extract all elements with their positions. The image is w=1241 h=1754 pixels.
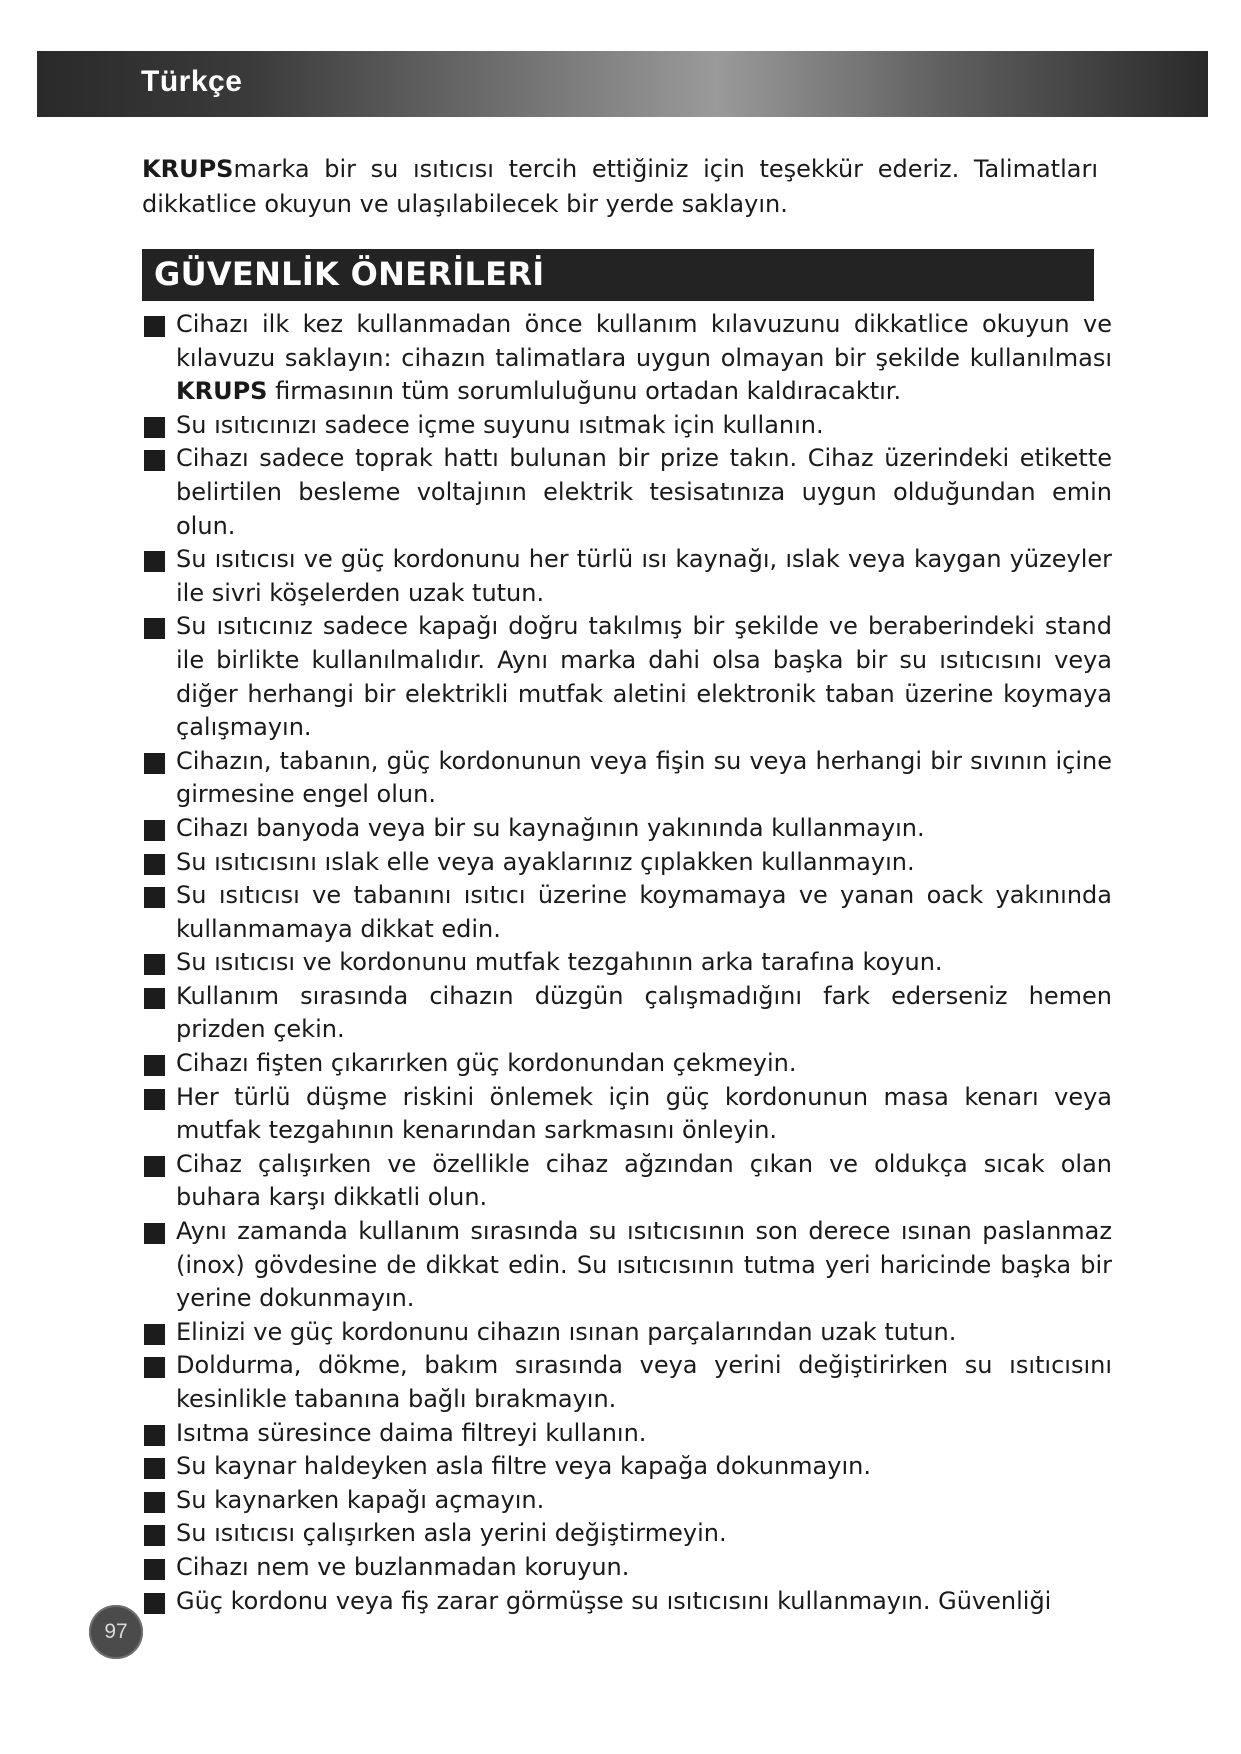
safety-item <box>142 846 1112 880</box>
square-bullet-icon <box>144 1156 165 1177</box>
square-bullet-icon <box>144 551 165 572</box>
square-bullet-icon <box>144 316 165 337</box>
safety-item <box>142 543 1112 610</box>
intro-text: marka bir su ısıtıcısı tercih ettiğiniz için teşekkür ederiz. Talimatları dikkatlice okuyun ve ulaşılabilecek bir yerde saklayın. <box>142 155 1098 218</box>
safety-item <box>142 1450 1112 1484</box>
safety-item <box>142 610 1112 744</box>
safety-item-text: Su ısıtıcınız sadece kapağı doğru takılmış bir şekilde ve beraberindeki stand ile birlikte kullanılmalıdır. Aynı marka dahi olsa başka bir su ısıtıcısını veya diğer herhangi bir elektrikli mutfak aletini elektronik taban üzerine koymaya çalışmayın. <box>176 612 1112 742</box>
square-bullet-icon <box>144 820 165 841</box>
safety-item <box>142 1551 1112 1585</box>
intro-paragraph <box>142 152 1098 222</box>
language-title: Türkçe <box>141 65 243 98</box>
safety-item-text-end: firmasının tüm sorumluluğunu ortadan kaldıracaktır. <box>267 377 902 406</box>
safety-item-text: Su ısıtıcınızı sadece içme suyunu ısıtmak için kullanın. <box>176 410 824 439</box>
section-header <box>142 249 1094 301</box>
safety-item-text: Su ısıtıcısı ve kordonunu mutfak tezgahının arka tarafına koyun. <box>176 948 943 977</box>
square-bullet-icon <box>144 450 165 471</box>
safety-item <box>142 308 1112 409</box>
safety-item-text: Cihazı sadece toprak hattı bulunan bir prize takın. Cihaz üzerindeki etikette belirtilen besleme voltajının elektrik tesisatınıza uygun olduğundan emin olun. <box>176 444 1112 540</box>
safety-item <box>142 1215 1112 1316</box>
safety-item-text: Cihazı banyoda veya bir su kaynağının yakınında kullanmayın. <box>176 813 925 842</box>
safety-item <box>142 879 1112 946</box>
safety-item-text: Elinizi ve güç kordonunu cihazın ısınan parçalarından uzak tutun. <box>176 1317 957 1346</box>
square-bullet-icon <box>144 1425 165 1446</box>
safety-item-text: Güç kordonu veya fiş zarar görmüşse su ısıtıcısını kullanmayın. Güvenliği <box>176 1586 1052 1615</box>
safety-item-text: Su ısıtıcısını ıslak elle veya ayaklarınız çıplakken kullanmayın. <box>176 847 915 876</box>
square-bullet-icon <box>144 1559 165 1580</box>
square-bullet-icon <box>144 753 165 774</box>
safety-item-text: Cihazı ilk kez kullanmadan önce kullanım kılavuzunu dikkatlice okuyun ve kılavuzu saklayın: cihazın talimatlara uygun olmayan bir şekilde kullanılması <box>176 310 1112 372</box>
page-number-badge: 97 <box>89 1605 143 1659</box>
square-bullet-icon <box>144 988 165 1009</box>
safety-item <box>142 1585 1112 1619</box>
safety-item-text: Cihazın, tabanın, güç kordonunun veya fişin su veya herhangi bir sıvının içine girmesine engel olun. <box>176 746 1112 809</box>
safety-item <box>142 1081 1112 1148</box>
square-bullet-icon <box>144 1055 165 1076</box>
square-bullet-icon <box>144 887 165 908</box>
safety-item <box>142 1517 1112 1551</box>
square-bullet-icon <box>144 618 165 639</box>
safety-item <box>142 946 1112 980</box>
safety-item <box>142 980 1112 1047</box>
safety-item-text: Doldurma, dökme, bakım sırasında veya yerini değiştirirken su ısıtıcısını kesinlikle tabanına bağlı bırakmayın. <box>176 1351 1112 1413</box>
safety-item <box>142 1047 1112 1081</box>
square-bullet-icon <box>144 1593 165 1614</box>
safety-item <box>142 409 1112 443</box>
square-bullet-icon <box>144 1223 165 1244</box>
square-bullet-icon <box>144 1357 165 1378</box>
safety-item-text: Su ısıtıcısı ve güç kordonunu her türlü ısı kaynağı, ıslak veya kaygan yüzeyler ile sivri köşelerden uzak tutun. <box>176 545 1112 607</box>
safety-item-text: Cihaz çalışırken ve özellikle cihaz ağzından çıkan ve oldukça sıcak olan buhara karşı dikkatli olun. <box>176 1149 1112 1212</box>
square-bullet-icon <box>144 1324 165 1345</box>
square-bullet-icon <box>144 1492 165 1513</box>
safety-item <box>142 745 1112 812</box>
safety-item <box>142 1316 1112 1350</box>
safety-item-text: Su kaynarken kapağı açmayın. <box>176 1485 545 1514</box>
safety-item-text: Her türlü düşme riskini önlemek için güç kordonunun masa kenarı veya mutfak tezgahının kenarından sarkmasını önleyin. <box>176 1082 1112 1145</box>
safety-item-text: Cihazı fişten çıkarırken güç kordonundan çekmeyin. <box>176 1049 797 1078</box>
safety-item <box>142 442 1112 543</box>
safety-item-text: Cihazı nem ve buzlanmadan koruyun. <box>176 1552 630 1581</box>
square-bullet-icon <box>144 854 165 875</box>
safety-item-text: Kullanım sırasında cihazın düzgün çalışmadığını fark ederseniz hemen prizden çekin. <box>176 981 1112 1044</box>
safety-item-brand: KRUPS <box>176 377 268 406</box>
safety-item-text: Aynı zamanda kullanım sırasında su ısıtıcısının son derece ısınan paslanmaz (inox) gövdesine de dikkat edin. Su ısıtıcısının tutma yeri haricinde başka bir yerine dokunmayın. <box>176 1217 1112 1313</box>
safety-item-text: Su ısıtıcısı çalışırken asla yerini değiştirmeyin. <box>176 1519 727 1548</box>
safety-item-text: Isıtma süresince daima filtreyi kullanın. <box>176 1418 647 1447</box>
safety-item <box>142 1148 1112 1215</box>
safety-list <box>142 308 1112 1618</box>
safety-item <box>142 1417 1112 1451</box>
safety-item <box>142 1484 1112 1518</box>
safety-item-text: Su ısıtıcısı ve tabanını ısıtıcı üzerine koymamaya ve yanan oack yakınında kullanmamaya dikkat edin. <box>176 881 1112 943</box>
square-bullet-icon <box>144 1089 165 1110</box>
intro-brand: KRUPS <box>142 155 234 183</box>
safety-item <box>142 1349 1112 1416</box>
safety-item <box>142 812 1112 846</box>
square-bullet-icon <box>144 417 165 438</box>
section-title: GÜVENLİK ÖNERİLERİ <box>154 255 545 293</box>
square-bullet-icon <box>144 1458 165 1479</box>
safety-item-text: Su kaynar haldeyken asla filtre veya kapağa dokunmayın. <box>176 1452 871 1481</box>
language-header-bar <box>37 51 1208 117</box>
square-bullet-icon <box>144 1525 165 1546</box>
square-bullet-icon <box>144 954 165 975</box>
